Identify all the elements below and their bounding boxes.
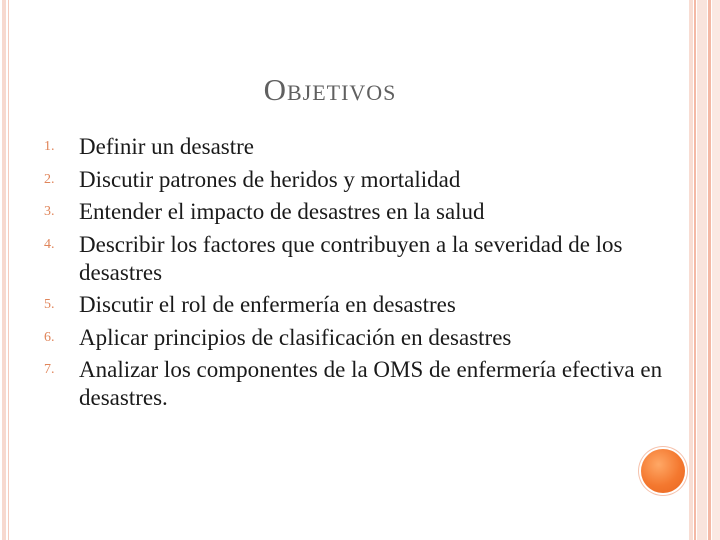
list-item-text: Analizar los componentes de la OMS de enfermería efectiva en desastres. bbox=[79, 357, 663, 410]
list-item-text: Discutir patrones de heridos y mortalidad bbox=[79, 166, 461, 192]
slide-title: Objetivos bbox=[263, 72, 397, 107]
list-item-text: Definir un desastre bbox=[79, 134, 254, 159]
list-item-number: 5. bbox=[44, 297, 55, 312]
list-item bbox=[0, 164, 680, 197]
objectives-list bbox=[0, 131, 680, 415]
list-item-number: 2. bbox=[44, 171, 55, 187]
list-item-number: 4. bbox=[44, 236, 55, 252]
list-item-number: 6. bbox=[44, 329, 55, 345]
list-item-number: 3. bbox=[44, 204, 55, 219]
list-item bbox=[0, 229, 680, 290]
list-item bbox=[0, 289, 680, 322]
right-stripe-decoration bbox=[694, 0, 696, 540]
right-stripe-decoration bbox=[689, 0, 693, 540]
right-stripe-decoration bbox=[708, 0, 711, 540]
right-stripe-decoration bbox=[712, 0, 720, 540]
list-item-text: Aplicar principios de clasificación en desastres bbox=[79, 324, 512, 350]
list-item bbox=[0, 131, 680, 164]
list-item-text: Describir los factores que contribuyen a la severidad de los desastres bbox=[79, 231, 623, 285]
right-stripe-decoration bbox=[697, 0, 707, 540]
list-item bbox=[0, 322, 680, 355]
list-item bbox=[0, 354, 680, 415]
orange-circle-decoration bbox=[641, 449, 685, 493]
list-item-text: Entender el impacto de desastres en la salud bbox=[79, 199, 485, 224]
list-item-text: Discutir el rol de enfermería en desastres bbox=[79, 292, 456, 317]
list-item-number: 7. bbox=[44, 362, 55, 377]
list-item-number: 1. bbox=[44, 139, 55, 154]
list-item bbox=[0, 196, 680, 229]
